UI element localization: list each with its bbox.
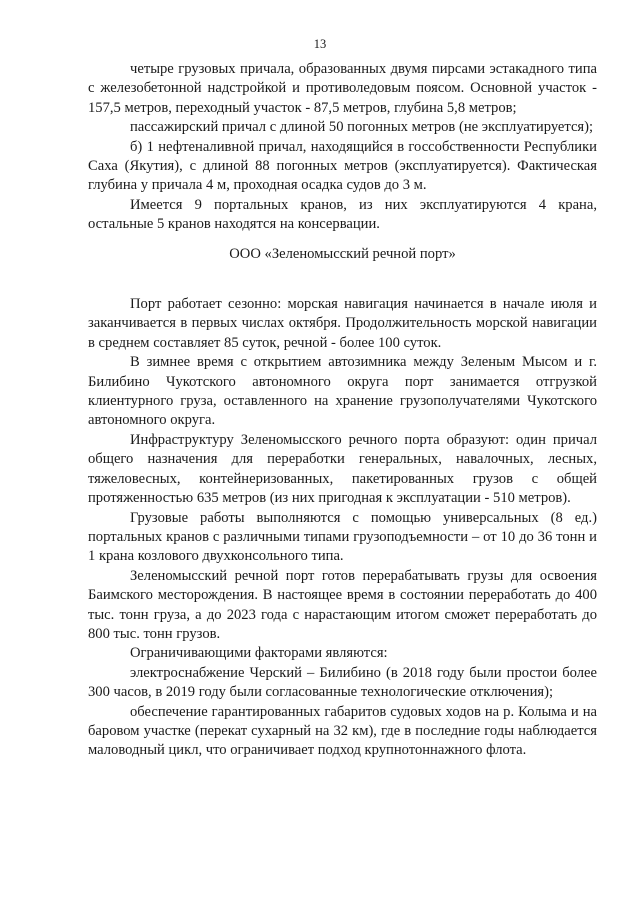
paragraph-cargo-operations: Грузовые работы выполняются с помощью универсальных (8 ед.) портальных кранов с различными типами грузоподъемности – от 10 до 36 тонн и 1 крана козлового двухконсольного типа.: [88, 509, 597, 565]
body-text: [88, 60, 597, 761]
paragraph-cargo-berths: четыре грузовых причала, образованных двумя пирсами эстакадного типа с железобетонной надстройкой и противоледовым поясом. Основной участок - 157,5 метров, переходный участок - 87,5 метров, глубина 5,8 метров;: [88, 61, 597, 116]
section-heading: ООО «Зеленомысский речной порт»: [229, 245, 456, 262]
page-number: 13: [313, 37, 327, 51]
paragraph-winter-shipping: В зимнее время с открытием автозимника между Зеленым Мысом и г. Билибино Чукотского автономного округа порт занимается отгрузкой клиентурного груза, оставленного на хранение грузополучателями Чукотского автономного округа.: [88, 354, 597, 429]
paragraph-limiting-factors: Ограничивающими факторами являются:: [130, 645, 388, 662]
paragraph-baim-deposit: Зеленомысский речной порт готов перерабатывать грузы для освоения Баимского месторождения. В настоящее время в состоянии переработать до 400 тыс. тонн груза, а до 2023 года с нарастающим итогом сможет переработать до 800 тыс. тонн грузов.: [88, 567, 597, 642]
paragraph-infrastructure: Инфраструктуру Зеленомысского речного порта образуют: один причал общего назначения для переработки генеральных, навалочных, лесных, тяжеловесных, контейнеризованных, пакетированных грузов с общей протяженностью 635 метров (из них пригодная к эксплуатации - 510 метров).: [88, 431, 597, 507]
paragraph-oil-berth: б) 1 нефтеналивной причал, находящийся в госсобственности Республики Саха (Якутия), с длиной 88 погонных метров (эксплуатируется). Фактическая глубина у причала 4 м, проходная осадка судов до 3 м.: [88, 138, 597, 194]
paragraph-portal-cranes: Имеется 9 портальных кранов, из них эксплуатируются 4 крана, остальные 5 кранов находятся на консервации.: [88, 196, 597, 233]
heading-spacer: [88, 264, 597, 295]
list-item-ship-channels: обеспечение гарантированных габаритов судовых ходов на р. Колыма и на баровом участке (перекат сухарный на 32 км), где в последние годы наблюдается маловодный цикл, что ограничивает подход крупнотоннажного флота.: [88, 703, 597, 759]
paragraph-passenger-berth: пассажирский причал с длиной 50 погонных метров (не эксплуатируется);: [130, 119, 594, 136]
paragraph-seasonal-operation: Порт работает сезонно: морская навигация начинается в начале июля и заканчивается в первых числах октября. Продолжительность морской навигации в среднем составляет 85 суток, речной - более 100 суток.: [88, 296, 597, 351]
list-item-power-supply: электроснабжение Черский – Билибино (в 2018 году были простои более 300 часов, в 2019 году были согласованные технологические отключения);: [88, 664, 597, 701]
